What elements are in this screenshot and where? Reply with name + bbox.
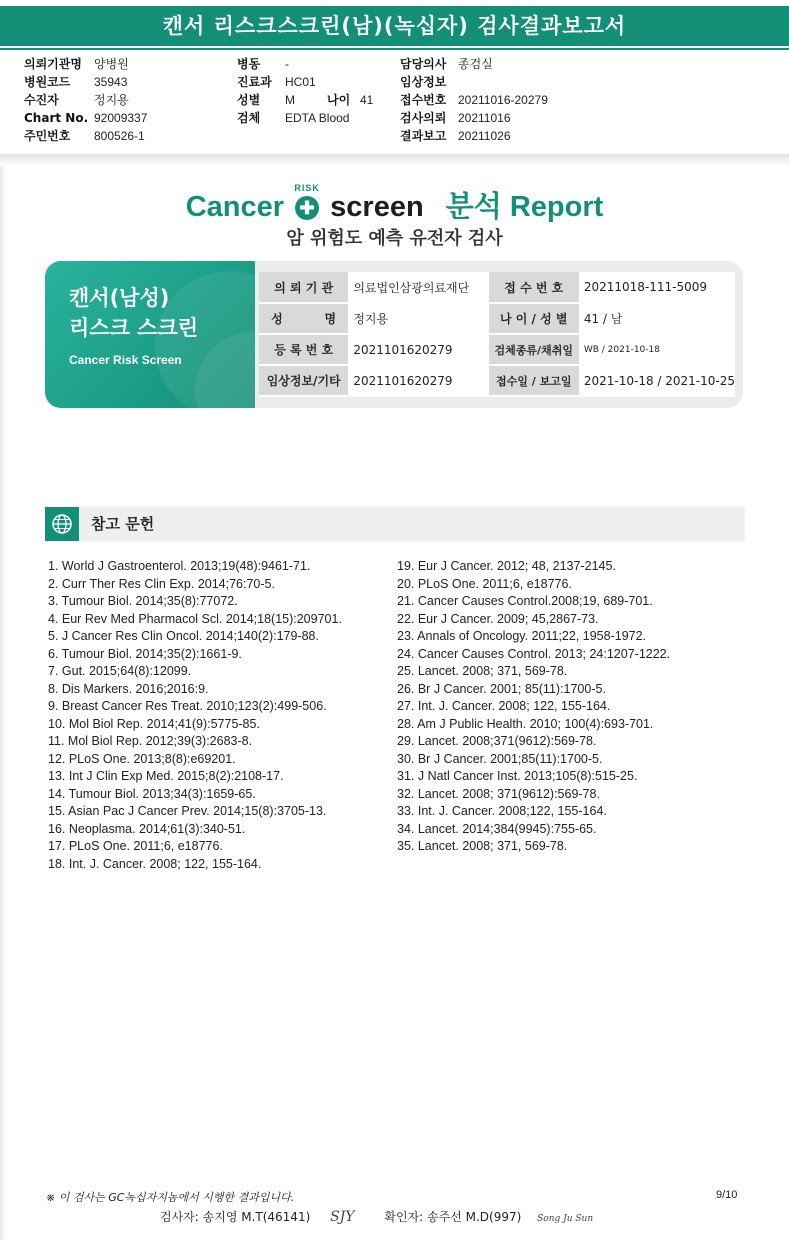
header-label: 병원코드 bbox=[24, 75, 71, 89]
table-row bbox=[259, 303, 735, 334]
header-label: 주민번호 bbox=[24, 129, 71, 143]
header-value: 종검실 bbox=[458, 57, 493, 71]
header-label: 임상정보 bbox=[400, 75, 447, 89]
reference-item: 27. Int. J. Cancer. 2008; 122, 155-164. bbox=[397, 699, 611, 713]
header-label: 검사의뢰 bbox=[400, 111, 447, 125]
logo-word-report: Report bbox=[509, 191, 604, 223]
patient-info-table bbox=[259, 272, 735, 397]
header-label: 진료과 bbox=[237, 75, 272, 89]
table-value: 정지용 bbox=[348, 303, 488, 334]
header-value: 정지용 bbox=[94, 93, 129, 107]
table-row bbox=[259, 334, 735, 365]
reference-item: 32. Lancet. 2008; 371(9612):569-78. bbox=[397, 786, 600, 801]
confirmer-signature: Song Ju Sun bbox=[537, 1214, 594, 1224]
header-label: 담당의사 bbox=[400, 57, 447, 71]
reference-item: 19. Eur J Cancer. 2012; 48, 2137-2145. bbox=[397, 559, 616, 573]
header-label: 의뢰기관명 bbox=[24, 57, 82, 71]
header-value: 양병원 bbox=[94, 57, 129, 71]
reference-item: 9. Breast Cancer Res Treat. 2010;123(2):499-506. bbox=[48, 699, 327, 713]
card-title bbox=[69, 283, 198, 343]
reference-item: 22. Eur J Cancer. 2009; 45,2867-73. bbox=[397, 611, 599, 626]
references-list-left bbox=[48, 558, 342, 873]
reference-item: 21. Cancer Causes Control.2008;19, 689-701. bbox=[397, 594, 653, 608]
reference-item: 8. Dis Markers. 2016;2016:9. bbox=[48, 681, 209, 696]
table-key: 의 뢰 기 관 bbox=[259, 272, 348, 303]
header-label: 병동 bbox=[237, 57, 261, 71]
report-title-bar bbox=[0, 6, 789, 46]
table-value: 20211018-111-5009 bbox=[579, 272, 735, 303]
table-value: WB / 2021-10-18 bbox=[579, 334, 735, 365]
header-value-age: 41 bbox=[360, 93, 374, 107]
header-col-1 bbox=[24, 55, 147, 145]
confirmer-label: 확인자: 송주선 M.D(997) bbox=[384, 1210, 522, 1224]
header-label-age: 나이 bbox=[327, 93, 351, 107]
tester-label: 검사자: 송지영 M.T(46141) bbox=[160, 1210, 311, 1224]
page-edge-shadow bbox=[0, 166, 6, 1240]
risk-label: RISK bbox=[294, 183, 320, 194]
references-list-right bbox=[397, 558, 670, 856]
reference-item: 5. J Cancer Res Clin Oncol. 2014;140(2):179-88. bbox=[48, 629, 319, 643]
reference-item: 16. Neoplasma. 2014;61(3):340-51. bbox=[48, 821, 246, 836]
reference-item: 11. Mol Biol Rep. 2012;39(3):2683-8. bbox=[48, 734, 253, 748]
reference-item: 2. Curr Ther Res Clin Exp. 2014;76:70-5. bbox=[48, 576, 275, 591]
footnote: ※ 이 검사는 GC녹십자지놈에서 시행한 결과입니다. bbox=[46, 1191, 295, 1204]
references-title: 참고 문헌 bbox=[91, 515, 155, 533]
signature-row bbox=[160, 1208, 593, 1225]
reference-item: 15. Asian Pac J Cancer Prev. 2014;15(8):3705-13. bbox=[48, 804, 327, 818]
reference-item: 35. Lancet. 2008; 371, 569-78. bbox=[397, 839, 568, 853]
table-key: 임상정보/기타 bbox=[259, 365, 348, 396]
reference-item: 18. Int. J. Cancer. 2008; 122, 155-164. bbox=[48, 856, 262, 871]
risk-emblem bbox=[292, 183, 322, 221]
table-row bbox=[259, 365, 735, 396]
header-value: 20211016 bbox=[458, 111, 511, 125]
card-title-line: 리스크 스크린 bbox=[69, 316, 199, 340]
table-key: 성 명 bbox=[259, 303, 348, 334]
logo-word-cancer: Cancer bbox=[185, 191, 285, 223]
reference-item: 33. Int. J. Cancer. 2008;122, 155-164. bbox=[397, 804, 607, 818]
card-title-en: Cancer Risk Screen bbox=[69, 353, 182, 367]
table-value: 2021-10-18 / 2021-10-25 bbox=[579, 365, 735, 396]
header-label: 검체 bbox=[237, 111, 261, 125]
table-value: 2021101620279 bbox=[348, 334, 488, 365]
table-value: 41 / 남 bbox=[579, 303, 735, 334]
header-value: HC01 bbox=[285, 75, 316, 89]
reference-item: 3. Tumour Biol. 2014;35(8):77072. bbox=[48, 594, 238, 608]
report-title: 캔서 리스크스크린(남)(녹십자) 검사결과보고서 bbox=[162, 14, 627, 38]
reference-item: 25. Lancet. 2008; 371, 569-78. bbox=[397, 664, 568, 678]
reference-item: 6. Tumour Biol. 2014;35(2):1661-9. bbox=[48, 646, 242, 661]
reference-item: 20. PLoS One. 2011;6, e18776. bbox=[397, 576, 572, 591]
globe-icon bbox=[45, 507, 79, 541]
header-value: 35943 bbox=[94, 75, 128, 89]
reference-item: 34. Lancet. 2014;384(9945):755-65. bbox=[397, 821, 597, 836]
reference-item: 17. PLoS One. 2011;6, e18776. bbox=[48, 839, 223, 853]
reference-item: 4. Eur Rev Med Pharmacol Scl. 2014;18(15):209701. bbox=[48, 611, 342, 626]
table-row bbox=[259, 272, 735, 303]
reference-item: 1. World J Gastroenterol. 2013;19(48):9461-71. bbox=[48, 559, 311, 573]
table-value: 2021101620279 bbox=[348, 365, 488, 396]
header-col-2 bbox=[237, 55, 373, 127]
header-value: M bbox=[285, 93, 295, 107]
table-key: 접 수 번 호 bbox=[489, 272, 579, 303]
page-subtitle: 암 위험도 예측 유전자 검사 bbox=[286, 228, 503, 249]
reference-item: 12. PLoS One. 2013;8(8):e69201. bbox=[48, 751, 236, 766]
table-key: 나 이 / 성 별 bbox=[489, 303, 579, 334]
reference-item: 14. Tumour Biol. 2013;34(3):1659-65. bbox=[48, 786, 256, 801]
table-key: 접수일 / 보고일 bbox=[489, 365, 579, 396]
card-title-line: 캔서(남성) bbox=[69, 286, 170, 310]
header-value: EDTA Blood bbox=[285, 111, 350, 125]
header-value: 20211016-20279 bbox=[458, 93, 548, 107]
plus-icon: ✚ bbox=[295, 196, 319, 220]
header-value: - bbox=[285, 57, 289, 71]
reference-item: 13. Int J Clin Exp Med. 2015;8(2):2108-17. bbox=[48, 769, 284, 783]
header-value: 92009337 bbox=[94, 111, 148, 125]
reference-item: 30. Br J Cancer. 2001;85(11):1700-5. bbox=[397, 751, 603, 766]
cancer-screen-logo bbox=[0, 184, 789, 225]
header-label: 결과보고 bbox=[400, 129, 447, 143]
reference-item: 23. Annals of Oncology. 2011;22, 1958-1972. bbox=[397, 629, 647, 643]
reference-item: 31. J Natl Cancer Inst. 2013;105(8):515-25. bbox=[397, 769, 638, 783]
logo-word-analysis: 분석 bbox=[445, 189, 502, 223]
header-value: 800526-1 bbox=[94, 129, 145, 143]
references-header bbox=[45, 507, 745, 541]
tester-signature: SJY bbox=[330, 1209, 355, 1225]
reference-item: 10. Mol Biol Rep. 2014;41(9):5775-85. bbox=[48, 716, 260, 731]
header-value: 20211026 bbox=[458, 129, 511, 143]
table-value: 의료법인삼광의료재단 bbox=[348, 272, 488, 303]
header-label: 성별 bbox=[237, 93, 261, 107]
card-title-panel bbox=[45, 261, 255, 408]
reference-item: 7. Gut. 2015;64(8):12099. bbox=[48, 664, 192, 678]
reference-item: 28. Am J Public Health. 2010; 100(4):693-701. bbox=[397, 716, 654, 731]
header-label: 접수번호 bbox=[400, 93, 447, 107]
reference-item: 29. Lancet. 2008;371(9612):569-78. bbox=[397, 734, 597, 748]
header-label: 수진자 bbox=[24, 93, 59, 107]
page-number: 9/10 bbox=[716, 1189, 738, 1201]
divider bbox=[0, 48, 789, 50]
header-shadow bbox=[0, 154, 789, 166]
table-key: 등 록 번 호 bbox=[259, 334, 348, 365]
reference-item: 26. Br J Cancer. 2001; 85(11):1700-5. bbox=[397, 681, 606, 696]
header-label: Chart No. bbox=[24, 111, 89, 125]
logo-word-screen: screen bbox=[330, 191, 424, 223]
reference-item: 24. Cancer Causes Control. 2013; 24:1207-1222. bbox=[397, 646, 671, 661]
header-col-3 bbox=[400, 55, 548, 145]
table-key: 검체종류/채취일 bbox=[489, 334, 579, 365]
